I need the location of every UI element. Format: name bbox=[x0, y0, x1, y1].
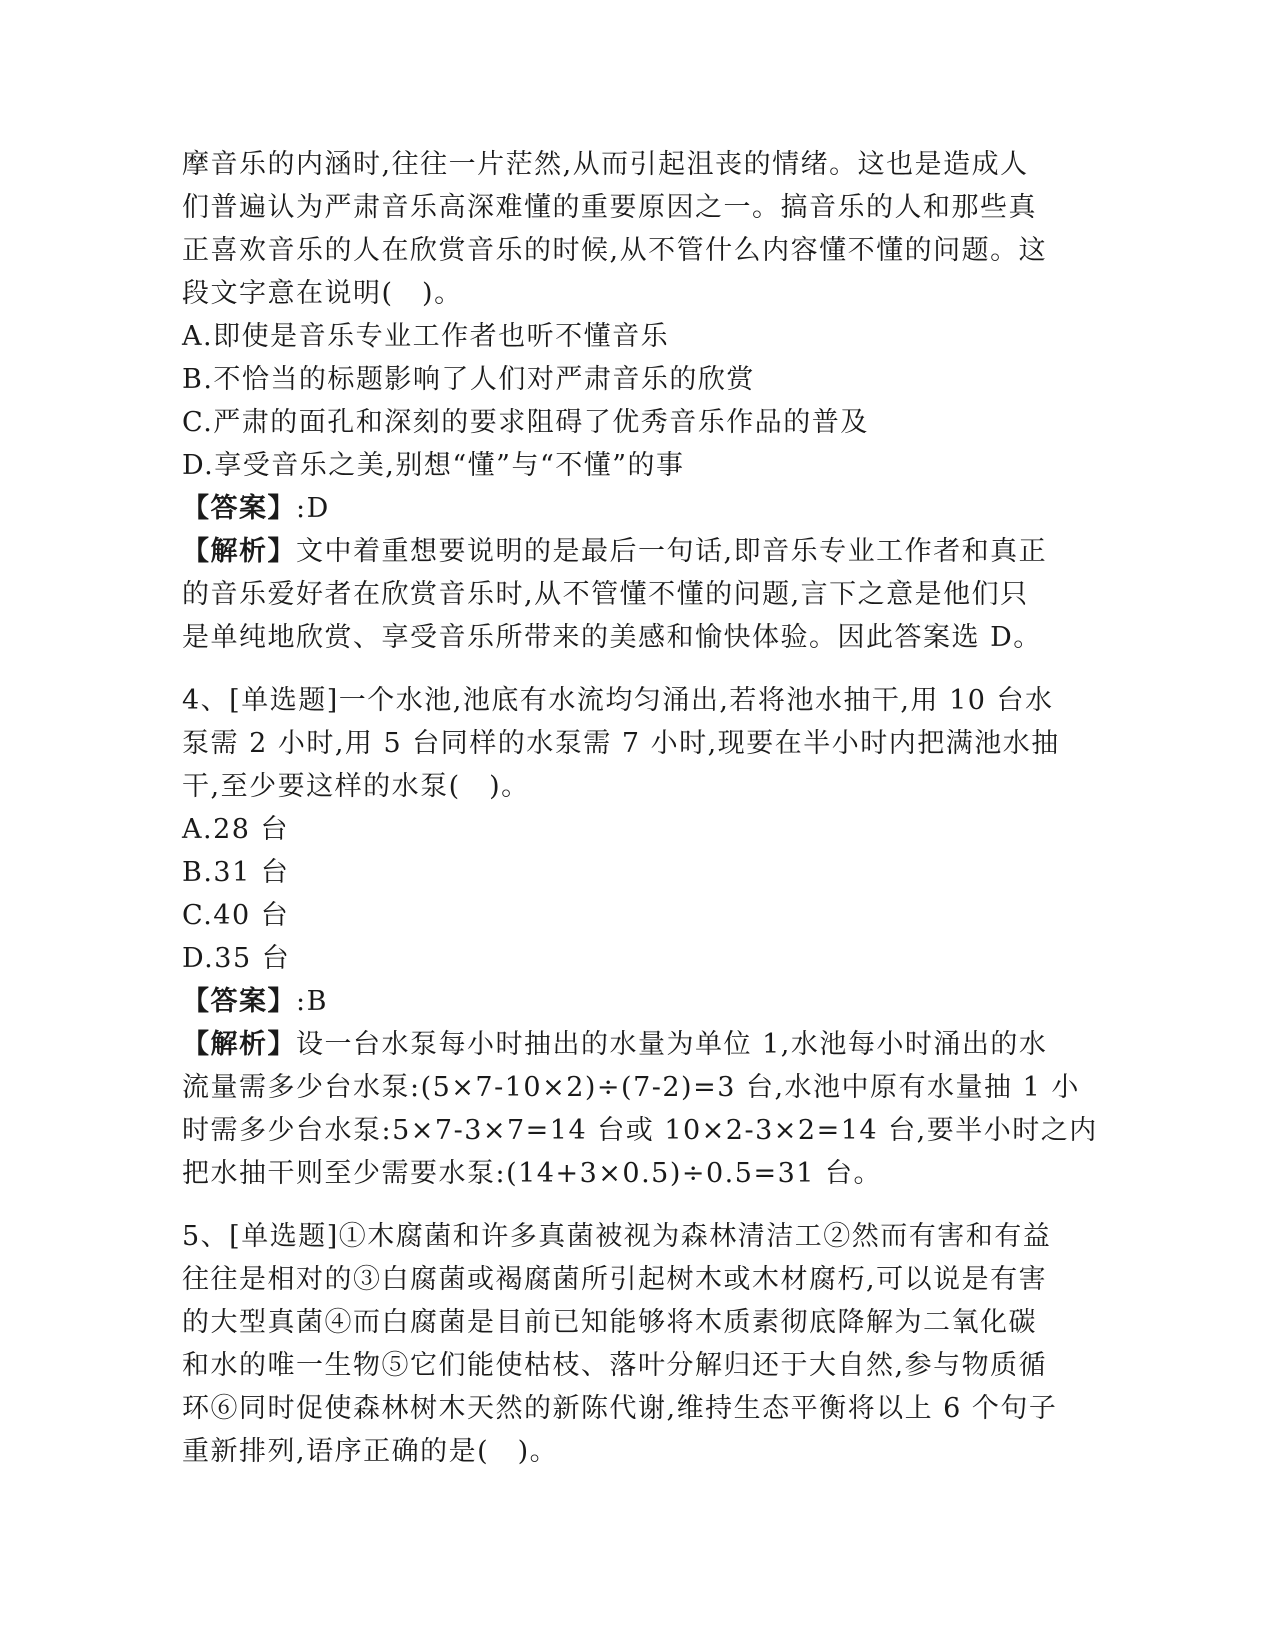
analysis-line: 是单纯地欣赏、享受音乐所带来的美感和愉快体验。因此答案选 D。 bbox=[182, 622, 1042, 653]
question-3-stem-line: 正喜欢音乐的人在欣赏音乐的时候,从不管什么内容懂不懂的问题。这 bbox=[182, 235, 1048, 266]
answer-label: 【答案】 bbox=[182, 493, 296, 524]
question-3-analysis bbox=[182, 530, 1087, 659]
question-3-option-a: A.即使是音乐专业工作者也听不懂音乐 bbox=[182, 321, 670, 352]
question-4-stem-line: 4、[单选题]一个水池,池底有水流均匀涌出,若将池水抽干,用 10 台水 bbox=[182, 685, 1054, 716]
question-4-options bbox=[182, 808, 1087, 980]
question-4-option-c: C.40 台 bbox=[182, 900, 290, 931]
question-3-stem-line: 段文字意在说明( )。 bbox=[182, 278, 463, 309]
analysis-label: 【解析】 bbox=[182, 1029, 296, 1060]
question-5-stem-line: 5、[单选题]①木腐菌和许多真菌被视为森林清洁工②然而有害和有益 bbox=[182, 1221, 1052, 1252]
spacer bbox=[182, 1195, 1087, 1215]
question-5-stem-line: 环⑥同时促使森林树木天然的新陈代谢,维持生态平衡将以上 6 个句子 bbox=[182, 1393, 1058, 1424]
question-4-stem-line: 泵需 2 小时,用 5 台同样的水泵需 7 小时,现要在半小时内把满池水抽 bbox=[182, 728, 1060, 759]
question-5-stem-line: 和水的唯一生物⑤它们能使枯枝、落叶分解归还于大自然,参与物质循 bbox=[182, 1350, 1048, 1381]
document-page bbox=[182, 143, 1098, 1473]
analysis-text: 文中着重想要说明的是最后一句话,即音乐专业工作者和真正 bbox=[296, 536, 1048, 567]
analysis-line bbox=[182, 1023, 1087, 1066]
question-3-option-b: B.不恰当的标题影响了人们对严肃音乐的欣赏 bbox=[182, 364, 755, 395]
analysis-line: 流量需多少台水泵:(5×7-10×2)÷(7-2)=3 台,水池中原有水量抽 1 小 bbox=[182, 1072, 1080, 1103]
question-4-option-b: B.31 台 bbox=[182, 857, 290, 888]
question-3-options bbox=[182, 315, 1087, 487]
question-3-stem-line: 们普遍认为严肃音乐高深难懂的重要原因之一。搞音乐的人和那些真 bbox=[182, 192, 1037, 223]
answer-value: :D bbox=[296, 493, 330, 524]
question-3-stem-line: 摩音乐的内涵时,往往一片茫然,从而引起沮丧的情绪。这也是造成人 bbox=[182, 149, 1029, 180]
question-4-stem-line: 干,至少要这样的水泵( )。 bbox=[182, 771, 530, 802]
analysis-line bbox=[182, 530, 1087, 573]
question-4-answer bbox=[182, 980, 1087, 1023]
question-3-option-c: C.严肃的面孔和深刻的要求阻碍了优秀音乐作品的普及 bbox=[182, 407, 869, 438]
question-5-stem-line: 重新排列,语序正确的是( )。 bbox=[182, 1436, 559, 1467]
analysis-line: 时需多少台水泵:5×7-3×7=14 台或 10×2-3×2=14 台,要半小时之内 bbox=[182, 1115, 1098, 1146]
question-3-answer bbox=[182, 487, 1087, 530]
analysis-text: 设一台水泵每小时抽出的水量为单位 1,水池每小时涌出的水 bbox=[296, 1029, 1048, 1060]
question-4-option-d: D.35 台 bbox=[182, 943, 291, 974]
analysis-line: 把水抽干则至少需要水泵:(14+3×0.5)÷0.5=31 台。 bbox=[182, 1158, 883, 1189]
question-4-analysis bbox=[182, 1023, 1098, 1195]
question-5-stem bbox=[182, 1215, 1087, 1473]
analysis-line: 的音乐爱好者在欣赏音乐时,从不管懂不懂的问题,言下之意是他们只 bbox=[182, 579, 1029, 610]
analysis-label: 【解析】 bbox=[182, 536, 296, 567]
answer-value: :B bbox=[296, 986, 328, 1017]
answer-label: 【答案】 bbox=[182, 986, 296, 1017]
question-5-stem-line: 的大型真菌④而白腐菌是目前已知能够将木质素彻底降解为二氧化碳 bbox=[182, 1307, 1037, 1338]
question-4-stem bbox=[182, 679, 1087, 808]
spacer bbox=[182, 659, 1087, 679]
question-4-option-a: A.28 台 bbox=[182, 814, 290, 845]
question-5-stem-line: 往往是相对的③白腐菌或褐腐菌所引起树木或木材腐朽,可以说是有害 bbox=[182, 1264, 1048, 1295]
question-3-stem bbox=[182, 143, 1087, 315]
question-3-option-d: D.享受音乐之美,别想“懂”与“不懂”的事 bbox=[182, 450, 685, 481]
